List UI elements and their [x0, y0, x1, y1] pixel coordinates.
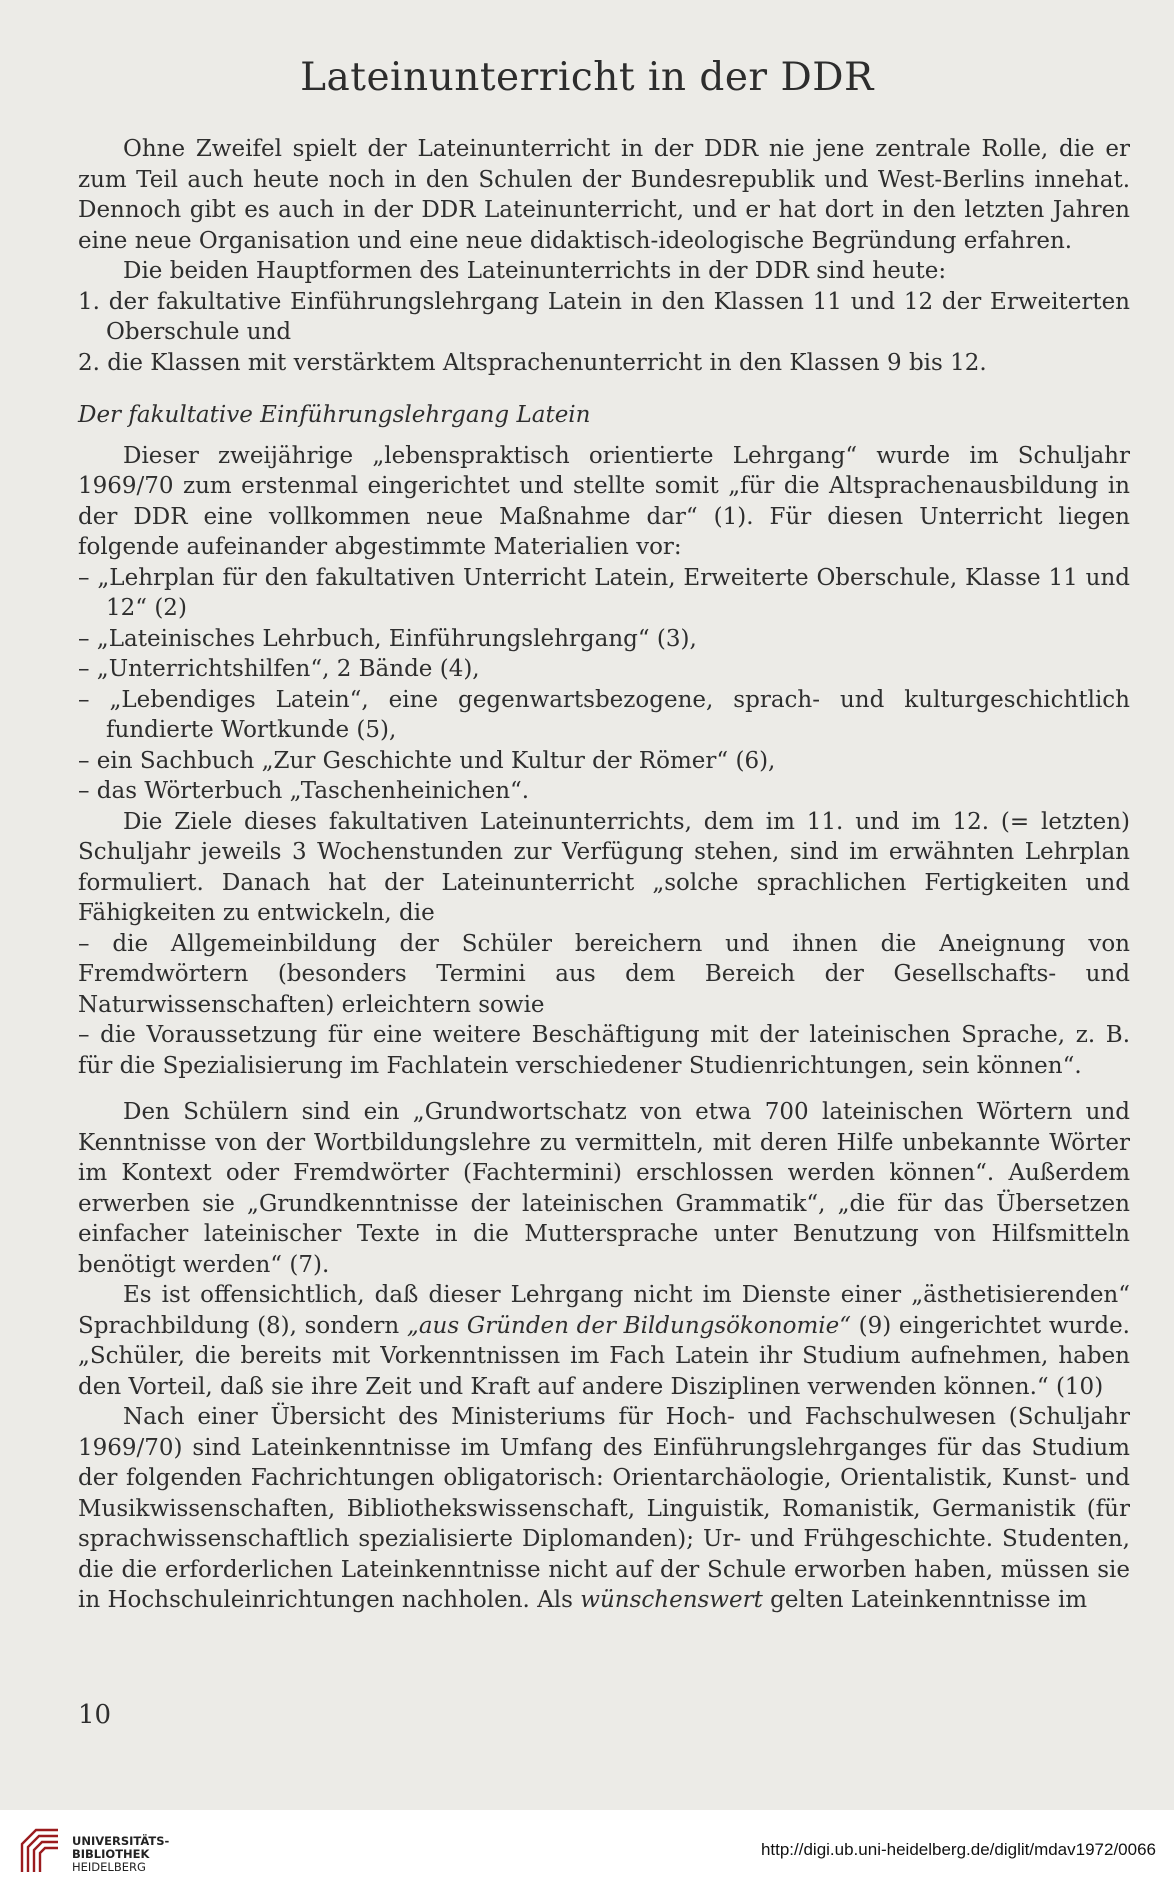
library-name-line: BIBLIOTHEK [72, 1847, 150, 1861]
paragraph: – die Allgemeinbildung der Schüler bereichern und ihnen die Aneignung von Fremdwörtern (besonders Termini aus dem Bereich der Gesellschafts- und Naturwissenschaften) erleichtern sowie [78, 930, 1130, 1018]
text-run: Nach einer Übersicht des Ministeriums für Hoch- und Fachschulwesen (Schuljahr 1969/70) sind Lateinkenntnisse im Umfang des Einführungslehrganges für das Studium der folgenden Fachrichtungen obligatorisch: Orientarchäologie, Orientalistik, Kunst- und Musikwissenschaften, Bibliothekswissenschaft, Linguistik, Romanistik, Germanistik (für sprachwissenschaftlich spezialisierte Diplomanden); Ur- und Frühgeschichte. Studenten, die die erforderlichen Lateinkenntnisse nicht auf der Schule erworben haben, müssen sie in Hochschuleinrichtungen nachholen. Als [78, 1404, 1130, 1613]
paragraph: Die beiden Hauptformen des Lateinunterrichts in der DDR sind heute: [123, 258, 947, 284]
section-heading: Der fakultative Einführungslehrgang Latein [78, 402, 591, 428]
text-run: Es ist offensichtlich, daß dieser Lehrgang nicht im Dienste einer „ästhetisierenden“ Sprachbildung (8), sondern [78, 1282, 1130, 1339]
paragraph [78, 1402, 1130, 1616]
paragraph: Die Ziele dieses fakultativen Lateinunterrichts, dem im 11. und im 12. (= letzten) Schuljahr jeweils 3 Wochenstunden zur Verfügung stehen, sind im erwähnten Lehrplan formuliert. Danach hat der Lateinunterricht „solche sprachlichen Fertigkeiten und Fähigkeiten zu entwickeln, die [78, 808, 1130, 926]
library-logo-icon [18, 1826, 62, 1876]
emphasis-text: „aus Gründen der Bildungsökonomie“ [406, 1312, 851, 1339]
list-item: – „Lebendiges Latein“, eine gegenwartsbezogene, sprach- und kulturgeschichtlich fundierte Wortkunde (5), [78, 686, 1130, 743]
body-text [78, 134, 1130, 1616]
paragraph: Dieser zweijährige „lebenspraktisch orientierte Lehrgang“ wurde im Schuljahr 1969/70 zum erstenmal eingerichtet und stellte somit „für die Altsprachenausbildung in der DDR eine vollkommen neue Maßnahme dar“ (1). Für diesen Unterricht liegen folgende aufeinander abgestimmte Materialien vor: [78, 442, 1130, 560]
text-run: gelten Lateinkenntnisse im [762, 1587, 1088, 1613]
list-item: 2. die Klassen mit verstärktem Altsprachenunterricht in den Klassen 9 bis 12. [78, 349, 987, 376]
paragraph: Den Schülern sind ein „Grundwortschatz von etwa 700 lateinischen Wörtern und Kenntnisse von der Wortbildungslehre zu vermitteln, mit deren Hilfe unbekannte Wörter im Kontext oder Fremdwörter (Fachtermini) erschlossen werden können“. Außerdem erwerben sie „Grundkenntnisse der lateinischen Grammatik“, „die für das Übersetzen einfacher lateinischer Texte in die Muttersprache unter Benutzung von Hilfsmitteln benötigt werden“ (7). [78, 1099, 1130, 1278]
list-item: – ein Sachbuch „Zur Geschichte und Kultur der Römer“ (6), [78, 747, 776, 774]
source-url-link[interactable]: http://digi.ub.uni-heidelberg.de/diglit/mdav1972/0066 [760, 1840, 1156, 1859]
page-number: 10 [78, 1700, 112, 1730]
list-item: – das Wörterbuch „Taschenheinichen“. [78, 778, 530, 804]
emphasis-text: wünschenswert [580, 1587, 763, 1613]
list-item: 1. der fakultative Einführungslehrgang Latein in den Klassen 11 und 12 der Erweiterten Oberschule und [78, 288, 1130, 345]
text-run: (9) eingerichtet wurde. „Schüler, die bereits mit Vorkenntnissen im Fach Latein ihr Studium aufnehmen, haben den Vorteil, daß sie ihre Zeit und Kraft auf andere Disziplinen verwenden können.“ (10) [78, 1312, 1130, 1400]
footer-bar [0, 1810, 1174, 1895]
paragraph [78, 1280, 1130, 1402]
page-title: Lateinunterricht in der DDR [300, 55, 874, 100]
library-name-line: HEIDELBERG [72, 1860, 146, 1874]
list-item: – „Lateinisches Lehrbuch, Einführungslehrgang“ (3), [78, 625, 697, 652]
paragraph: – die Voraussetzung für eine weitere Beschäftigung mit der lateinischen Sprache, z. B. für die Spezialisierung im Fachlatein verschiedener Studienrichtungen, sein können“. [78, 1022, 1130, 1079]
paragraph: Ohne Zweifel spielt der Lateinunterricht in der DDR nie jene zentrale Rolle, die er zum Teil auch heute noch in den Schulen der Bundesrepublik und West-Berlins innehat. Dennoch gibt es auch in der DDR Lateinunterricht, und er hat dort in den letzten Jahren eine neue Organisation und eine neue didaktisch-ideologische Begründung erfahren. [78, 136, 1130, 254]
list-item: – „Lehrplan für den fakultativen Unterricht Latein, Erweiterte Oberschule, Klasse 11 und 12“ (2) [78, 564, 1130, 621]
list-item: – „Unterrichtshilfen“, 2 Bände (4), [78, 656, 480, 682]
library-name [72, 1835, 169, 1874]
library-name-line: UNIVERSITÄTS- [72, 1834, 170, 1848]
